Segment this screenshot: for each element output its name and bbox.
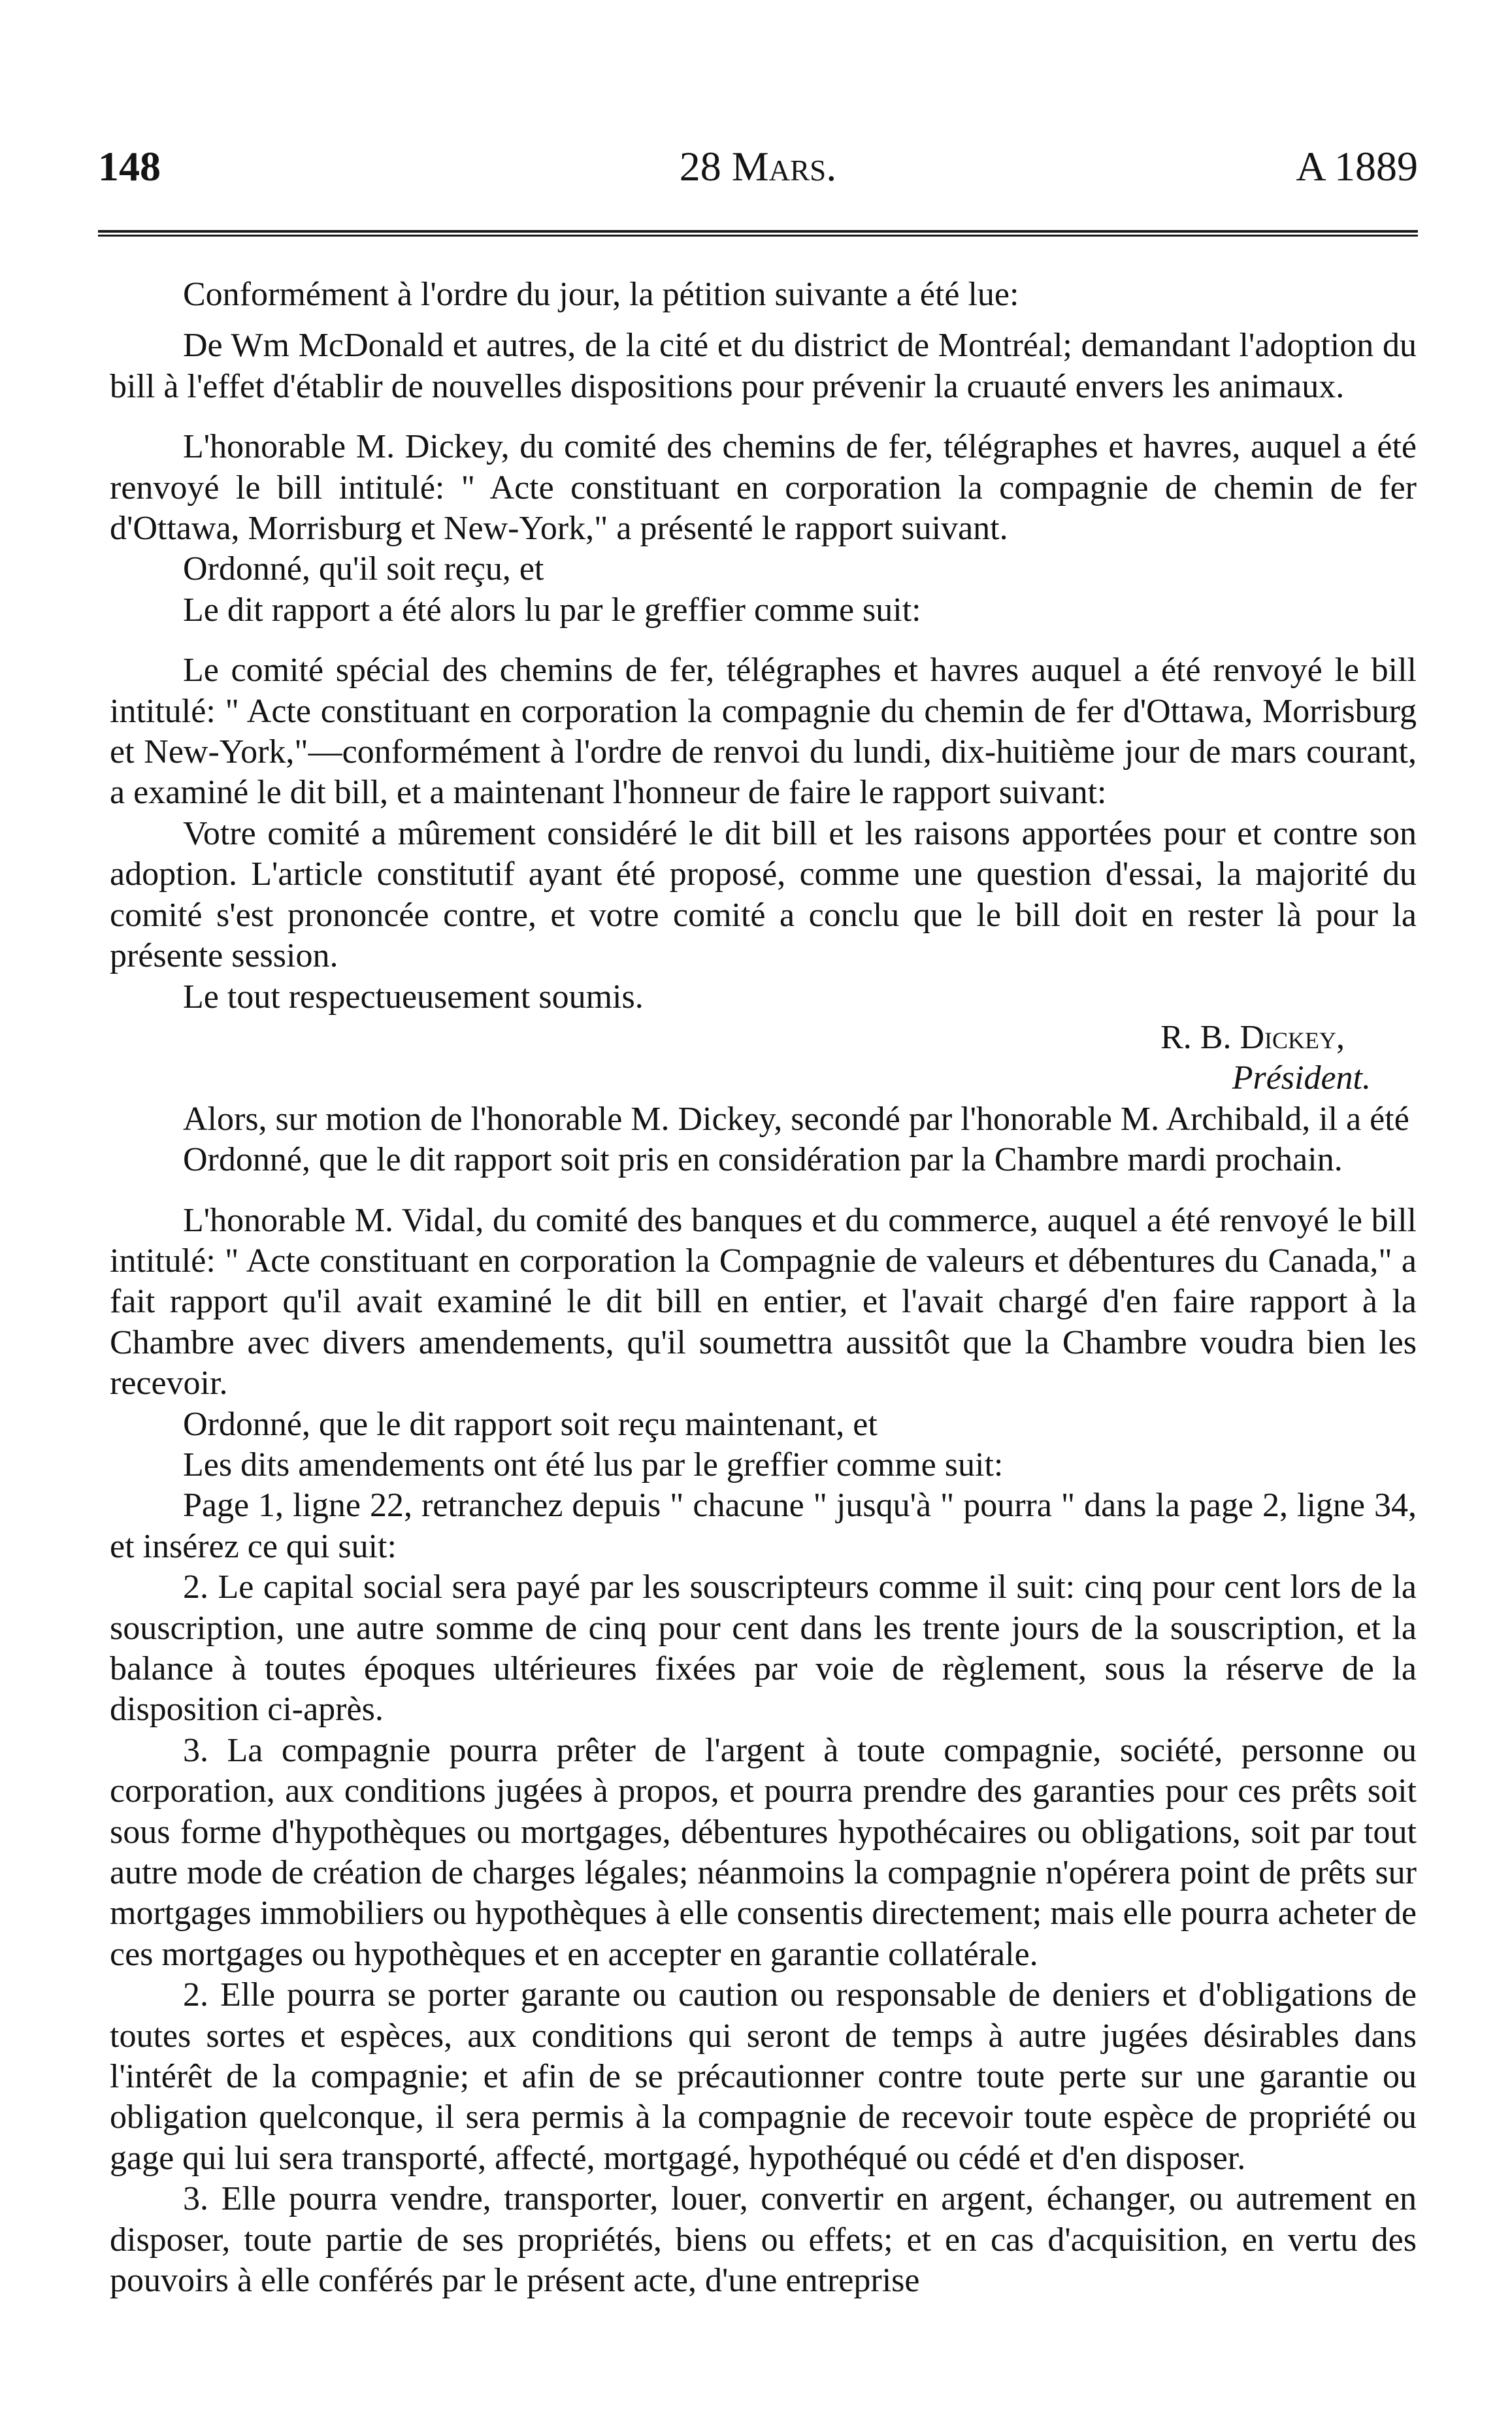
header-double-rule bbox=[98, 230, 1418, 237]
committee-findings: Votre comité a mûrement considéré le dit bill et les raisons apportées pour et contre son adoption. L'article constitutif ayant été proposé, comme une question d'essai, la majorité du comité s'est prononcée contre, et votre comité a conclu que le bill doit en rester là pour la présente session. bbox=[110, 814, 1417, 975]
signature-name bbox=[110, 1018, 1417, 1058]
page-number: 148 bbox=[98, 143, 161, 190]
order-received-now: Ordonné, que le dit rapport soit reçu maintenant, et bbox=[183, 1405, 878, 1443]
amendments-read: Les dits amendements ont été lus par le greffier comme suit: bbox=[183, 1446, 1004, 1483]
motion-text: Alors, sur motion de l'honorable M. Dickey, secondé par l'honorable M. Archibald, il a été bbox=[183, 1100, 1409, 1138]
order-consideration: Ordonné, que le dit rapport soit pris en considération par la Chambre mardi prochain. bbox=[183, 1141, 1343, 1179]
signature-role: Président. bbox=[1232, 1059, 1371, 1097]
respectfully-submitted: Le tout respectueusement soumis. bbox=[183, 978, 644, 1016]
report-read: Le dit rapport a été alors lu par le greffier comme suit: bbox=[183, 591, 921, 629]
petition-intro: Conformément à l'ordre du jour, la pétition suivante a été lue: bbox=[183, 276, 1019, 313]
dickey-report-intro: L'honorable M. Dickey, du comité des chemins de fer, télégraphes et havres, auquel a été renvoyé le bill intitulé: " Acte constituant en corporation la compagnie de chemin de fer d'Ottawa, Morrisburg et New-York," a présenté le rapport suivant. bbox=[110, 428, 1417, 548]
signatory: R. B. Dickey, bbox=[1160, 1018, 1345, 1056]
vidal-report: L'honorable M. Vidal, du comité des banques et du commerce, auquel a été renvoyé le bill intitulé: " Acte constituant en corporation la Compagnie de valeurs et débentures du Canada," a fait rapport qu'il avait examiné le dit bill en entier, et l'avait chargé d'en faire rapport à la Chambre avec divers amendements, qu'il soumettra aussitôt que la Chambre voudra bien les recevoir. bbox=[110, 1201, 1417, 1402]
page-body bbox=[110, 274, 1417, 2302]
committee-report: Le comité spécial des chemins de fer, télégraphes et havres auquel a été renvoyé le bill intitulé: " Acte constituant en corporation la compagnie du chemin de fer d'Ottawa, Morrisburg et New-York,"—conformément à l'ordre de renvoi du lundi, dix-huitième jour de mars courant, a examiné le dit bill, et a maintenant l'honneur de faire le rapport suivant: bbox=[110, 652, 1417, 812]
section-3-sale: 3. Elle pourra vendre, transporter, louer, convertir en argent, échanger, ou autrement en disposer, toute partie de ses propriétés, biens ou effets; et en cas d'acquisition, en vertu des pouvoirs à elle conférés par le présent acte, d'une entreprise bbox=[110, 2180, 1417, 2300]
header-year: A 1889 bbox=[1296, 143, 1418, 190]
section-3-loans: 3. La compagnie pourra prêter de l'argent à toute compagnie, société, personne ou corporation, aux conditions jugées à propos, et pourra prendre des garanties pour ces prêts soit sous forme d'hypothèques ou mortgages, débentures hypothécaires ou obligations, soit par tout autre mode de création de charges légales; néanmoins la compagnie n'opérera point de prêts sur mortgages immobiliers ou hypothèques à elle consentis directement; mais elle pourra acheter de ces mortgages ou hypothèques et en accepter en garantie collatérale. bbox=[110, 1731, 1417, 1973]
amendment-page-1: Page 1, ligne 22, retranchez depuis " chacune " jusqu'à " pourra " dans la page 2, ligne 34, et insérez ce qui suit: bbox=[110, 1487, 1417, 1565]
petition-text: De Wm McDonald et autres, de la cité et du district de Montréal; demandant l'adoption du bill à l'effet d'établir de nouvelles dispositions pour prévenir la cruauté envers les animaux. bbox=[110, 327, 1417, 405]
header-date: 28 Mars. bbox=[679, 143, 837, 190]
section-2-guarantee: 2. Elle pourra se porter garante ou caution ou responsable de deniers et d'obligations de toutes sortes et espèces, aux conditions qui seront de temps à autre jugées désirables dans l'intérêt de la compagnie; et afin de se précautionner contre toute perte sur une garantie ou obligation quelconque, il sera permis à la compagnie de recevoir toute espèce de propriété ou gage qui lui sera transporté, affecté, mortgagé, hypothéqué ou cédé et d'en disposer. bbox=[110, 1976, 1417, 2177]
section-2-capital: 2. Le capital social sera payé par les souscripteurs comme il suit: cinq pour cent lors de la souscription, une autre somme de cinq pour cent dans les trente jours de la souscription, et la balance à toutes époques ultérieures fixées par voie de règlement, sous la réserve de la disposition ci-après. bbox=[110, 1568, 1417, 1729]
page-header bbox=[98, 137, 1418, 196]
order-received: Ordonné, qu'il soit reçu, et bbox=[183, 550, 544, 588]
